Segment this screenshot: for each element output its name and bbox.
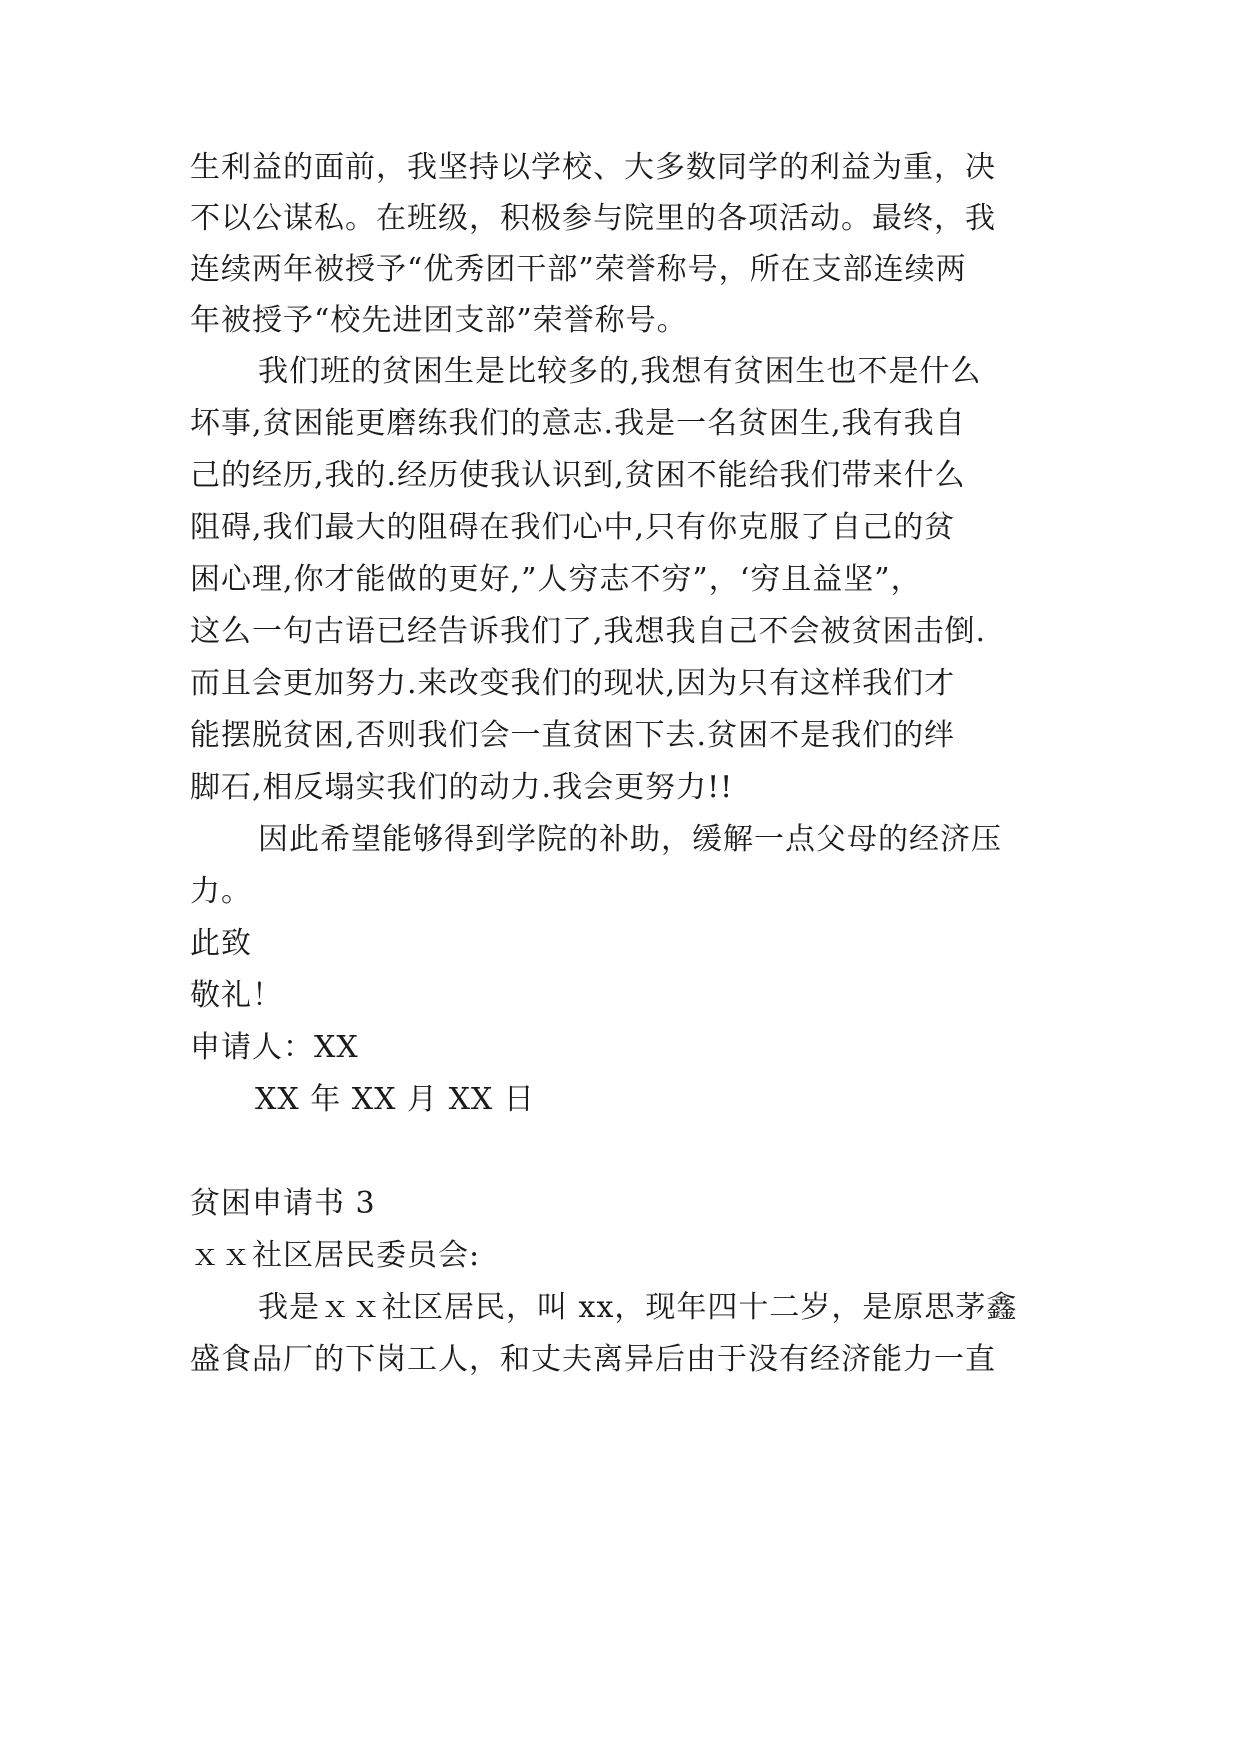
applicant-line: 申请人：XX [190, 1030, 359, 1065]
paragraph-4-line-1: 我是ｘｘ社区居民，叫 xx，现年四十二岁，是原思茅鑫 [258, 1290, 1018, 1325]
paragraph-2-line-1: 我们班的贫困生是比较多的,我想有贫困生也不是什么 [258, 354, 982, 389]
paragraph-3-line-2: 力。 [190, 874, 252, 909]
paragraph-3-line-1: 因此希望能够得到学院的补助，缓解一点父母的经济压 [258, 822, 1002, 857]
paragraph-2-line-7: 而且会更加努力.来改变我们的现状,因为只有这样我们才 [190, 666, 956, 701]
paragraph-2-line-5: 困心理,你才能做的更好,”人穷志不穷”，‘穷且益坚”， [190, 562, 922, 597]
closing-line-2: 敬礼！ [190, 978, 283, 1013]
paragraph-4-line-2: 盛食品厂的下岗工人，和丈夫离异后由于没有经济能力一直 [190, 1342, 996, 1377]
paragraph-2-line-3: 己的经历,我的.经历使我认识到,贫困不能给我们带来什么 [190, 458, 966, 493]
paragraph-2-line-6: 这么一句古语已经告诉我们了,我想我自己不会被贫困击倒. [190, 614, 987, 649]
addressee-line: ｘｘ社区居民委员会: [190, 1238, 481, 1273]
paragraph-1-line-3: 连续两年被授予“优秀团干部”荣誉称号，所在支部连续两 [190, 252, 967, 287]
paragraph-2-line-4: 阻碍,我们最大的阻碍在我们心中,只有你克服了自己的贫 [190, 510, 956, 545]
section-title: 贫困申请书 3 [190, 1186, 376, 1221]
paragraph-1-line-4: 年被授予“校先进团支部”荣誉称号。 [190, 303, 688, 338]
date-line: XX 年 XX 月 XX 日 [255, 1082, 535, 1117]
paragraph-2-line-9: 脚石,相反塌实我们的动力.我会更努力!! [190, 770, 734, 805]
closing-line-1: 此致 [190, 926, 252, 961]
paragraph-2-line-8: 能摆脱贫困,否则我们会一直贫困下去.贫困不是我们的绊 [190, 718, 956, 753]
paragraph-2-line-2: 坏事,贫困能更磨练我们的意志.我是一名贫困生,我有我自 [190, 406, 966, 441]
paragraph-1-line-1: 生利益的面前，我坚持以学校、大多数同学的利益为重，决 [190, 150, 996, 185]
paragraph-1-line-2: 不以公谋私。在班级，积极参与院里的各项活动。最终，我 [190, 201, 996, 236]
